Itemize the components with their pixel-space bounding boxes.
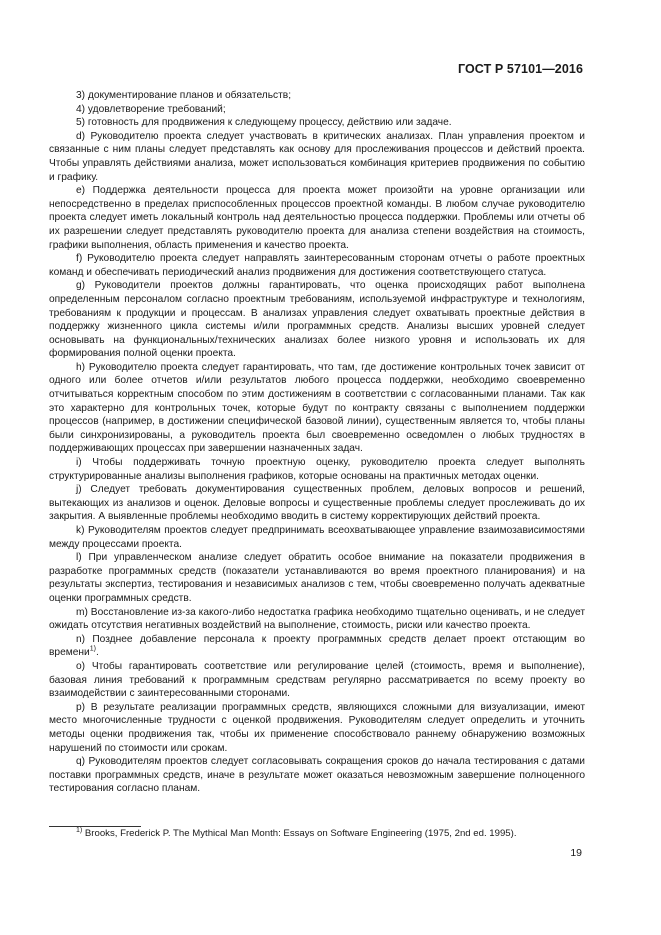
- paragraph-n-text: n) Позднее добавление персонала к проекту программных средств делает проект отстающим во времени: [49, 633, 585, 659]
- paragraph-l: l) При управленческом анализе следует обратить особое внимание на показатели продвижения в разработке программных средств (показатели устанавливаются во время проектного планирования) и на результаты экспертиз, тестирования и независимых анализов с тем, чтобы своевременно получать адекватные оценки программных средств.: [49, 552, 585, 604]
- footnote-divider: [49, 826, 141, 827]
- page-number: 19: [570, 847, 582, 859]
- paragraph-q: q) Руководителям проектов следует согласовывать сокращения сроков до начала тестирования с датами поставки программных средств, иначе в результате может оказаться невозможным завершение полноценного тестирования согласно планам.: [49, 756, 585, 795]
- paragraph-j: j) Следует требовать документирования существенных проблем, деловых вопросов и решений, вытекающих из анализов и оценок. Деловые вопросы и существенные проблемы следует прослеживать до их закрытия. А выявленные проблемы необходимо вводить в систему корректирующих действий проекта.: [49, 484, 585, 523]
- paragraph-p: p) В результате реализации программных средств, являющихся сложными для визуализации, имеют место многочисленные трудности с оценкой продвижения. Руководителям следует определить и уточнить методы оценки продвижения так, чтобы их применение способствовало раннему обнаружению возможных нарушений по стоимости или срокам.: [49, 701, 585, 754]
- paragraph-m: m) Восстановление из-за какого-либо недостатка графика необходимо тщательно оценивать, и не следует ожидать отсутствия негативных воздействий на выполнение, стоимость, риски или качество проекта.: [49, 606, 585, 632]
- footnote-reference: 1): [89, 645, 96, 653]
- paragraph-f: f) Руководителю проекта следует направлять заинтересованным сторонам отчеты о работе проектных команд и обеспечивать периодический анализ продвижения для достижения соответствующего статуса.: [49, 253, 585, 278]
- paragraph-h: h) Руководителю проекта следует гарантировать, что там, где достижение контрольных точек зависит от одного или более отчетов и/или результатов любого процесса поддержки, необходимо своевременно отчитываться корректным способом по этим достижениям в соответствии с согласованными планами. Так как это характерно для контрольных точек, которые будут по контракту связаны с выполнением поддержки процессов (например, в достижении специфической базовой линии), существенным является то, чтобы планы были синхронизированы, а руководитель проекта был своевременно осведомлен о любых трудностях в поддерживающих процессах при завершении назначенных задач.: [49, 361, 585, 455]
- paragraph-g: g) Руководители проектов должны гарантировать, что оценка происходящих работ выполнена определенным персоналом согласно проектным требованиям, используемой инфраструктуре и технологиям, требованиям к продукции и процессам. В анализах управления следует охватывать проектные действия в поддержку жизненного цикла системы и/или программных средств. Анализы высших уровней следует основывать на функциональных/технических анализах более низкого уровня и использовать их для формирования полной оценки проекта.: [49, 280, 585, 360]
- paragraph-e: e) Поддержка деятельности процесса для проекта может произойти на уровне организации или непосредственно в пределах приспособленных процессов проектной команды. В любом случае руководителю проекта следует иметь локальный контроль над деятельностью процесса поддержки. Проблемы или отчеты об их разрешении следует представлять руководителю проекта для анализа степени воздействия на стоимость, графики выполнения, область применения и качество проекта.: [49, 185, 585, 251]
- list-item: 4) удовлетворение требований;: [76, 103, 226, 115]
- footnote: [49, 828, 585, 840]
- paragraph-k: k) Руководителям проектов следует предпринимать всеохватывающее управление взаимозависимостями между процессами проекта.: [49, 525, 585, 550]
- body-text: [49, 89, 585, 796]
- list-item: 3) документирование планов и обязательств;: [76, 90, 292, 101]
- list-item: 5) готовность для продвижения к следующему процессу, действию или задаче.: [76, 117, 452, 129]
- document-code: ГОСТ Р 57101—2016: [457, 62, 583, 76]
- footnote-text: Brooks, Frederick P. The Mythical Man Month: Essays on Software Engineering (1975, 2nd ed. 1995).: [84, 828, 517, 839]
- paragraph-i: i) Чтобы поддерживать точную проектную оценку, руководителю проекта следует выполнять структурированные анализы выполнения графиков, которые основаны на практичных методах оценки.: [49, 457, 585, 482]
- footnote-marker: 1): [76, 826, 83, 834]
- paragraph-n: n) Позднее добавление персонала к проекту программных средств делает проект отстающим во времени$^{1)}$.: [49, 633, 585, 659]
- paragraph-d: d) Руководителю проекта следует участвовать в критических анализах. План управления проектом и связанные с ним планы следует представлять как основу для прослеживания процессов и действий проекта. Чтобы управлять действиями анализа, может использоваться комбинация критериев продвижения по событию и графику.: [49, 130, 585, 183]
- paragraph-o: o) Чтобы гарантировать соответствие или регулирование целей (стоимость, время и выполнение), базовая линия требований к программным средствам регулярно рассматривается по всему проекту во взаимодействии с заинтересованными сторонами.: [49, 660, 585, 700]
